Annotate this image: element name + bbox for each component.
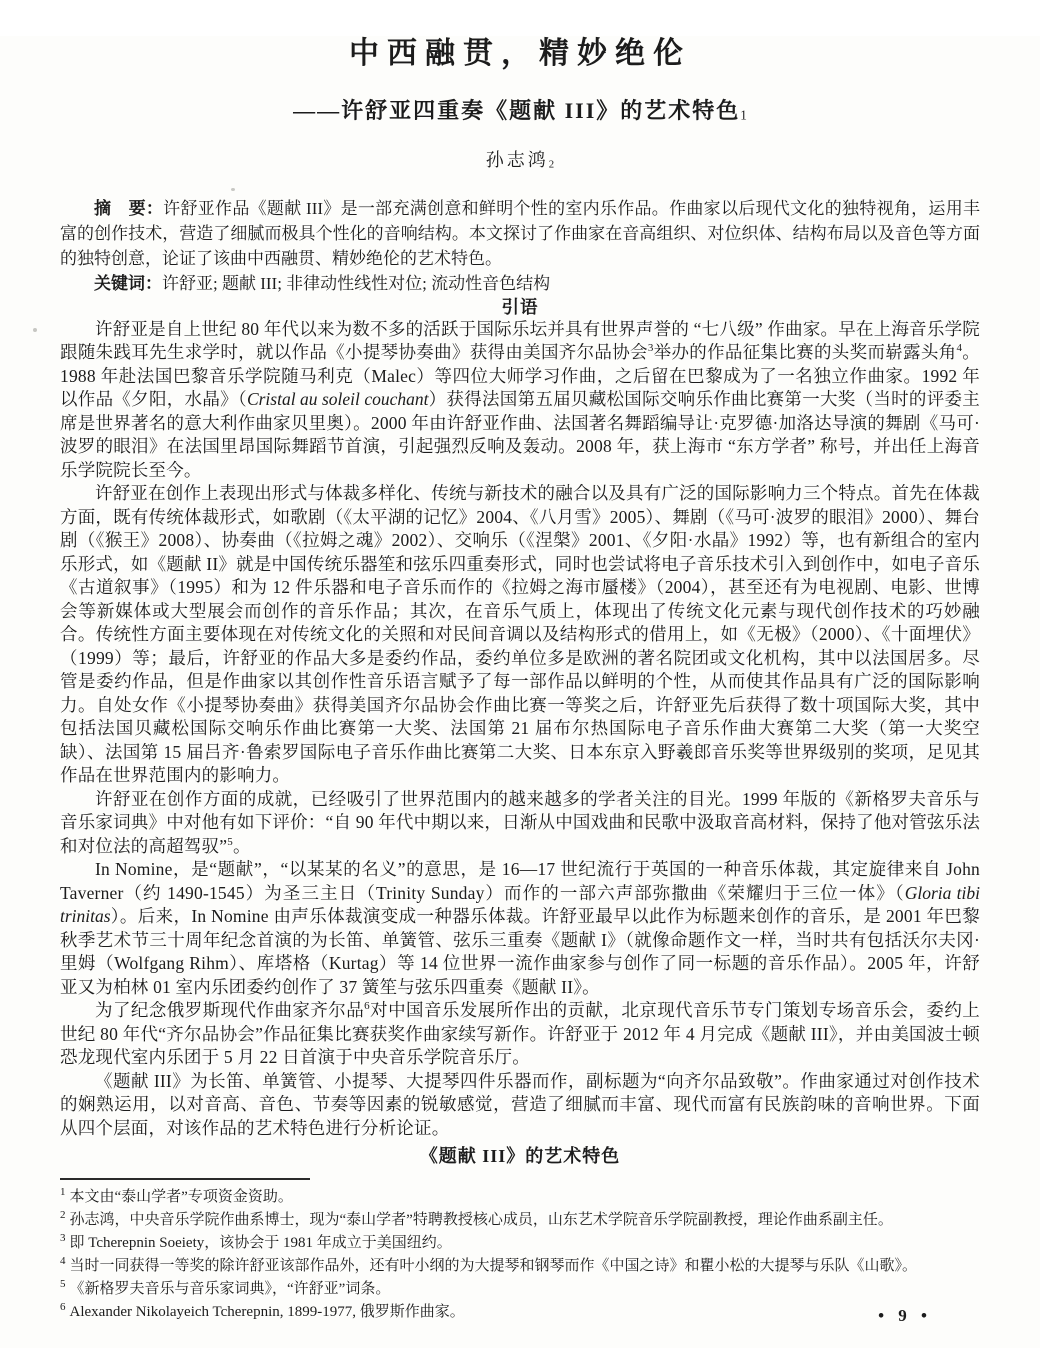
footnote-text: 《新格罗夫音乐与音乐家词典》，“许舒亚”词条。 xyxy=(69,1281,391,1298)
footnote-ref-5: 5 xyxy=(227,836,233,849)
abstract-paragraph xyxy=(60,196,980,271)
section-heading-features: 《题献 III》的艺术特色 xyxy=(419,1146,621,1167)
paper-subtitle xyxy=(60,97,980,130)
author-name: 孙志鸿 xyxy=(485,149,549,170)
scan-speck xyxy=(906,1036,909,1039)
intro-paragraph-6: 《题献 III》为长笛、单簧管、小提琴、大提琴四件乐器而作，副标题为“向齐尔品致敬”。作曲家通过对创作技术的娴熟运用，以对音高、音色、节奏等因素的锐敏感觉，营造了细腻而丰富、现代而富有民族韵味的音响世界。下面从四个层面，对该作品的艺术特色进行分析论证。 xyxy=(60,1070,980,1138)
footnote-text: 孙志鸿，中央音乐学院作曲系博士，现为“泰山学者”特聘教授核心成员，山东艺术学院音乐学院副教授，理论作曲系副主任。 xyxy=(69,1212,893,1229)
footnote-marker: 1 xyxy=(60,1186,66,1199)
footnote-6 xyxy=(60,1301,980,1324)
work-title-latin: Gloria tibi trinitas xyxy=(60,882,980,927)
footnote-2 xyxy=(60,1209,980,1232)
footnote-1 xyxy=(60,1186,980,1209)
footnote-text: 当时一同获得一等奖的除许舒亚该部作品外，还有叶小纲的为大提琴和钢琴而作《中国之诗》和瞿小松的大提琴与乐队《山歌》。 xyxy=(69,1258,918,1275)
footnote-ref-4: 4 xyxy=(956,342,963,355)
footnote-5 xyxy=(60,1278,980,1301)
keywords-label: 关键词： xyxy=(94,273,162,293)
footnote-text: 即 Tcherepnin Soeiety，该协会于 1981 年成立于美国纽约。 xyxy=(69,1235,452,1252)
abstract-label: 摘 要： xyxy=(94,198,164,218)
footnote-divider xyxy=(60,1178,310,1180)
footnote-marker: 2 xyxy=(60,1209,66,1222)
footnote-ref-1: 1 xyxy=(740,107,747,123)
footnote-ref-6: 6 xyxy=(364,1000,370,1013)
footnote-ref-2: 2 xyxy=(548,157,555,170)
footnote-3 xyxy=(60,1232,980,1255)
scanned-paper-page xyxy=(0,36,1040,1348)
abstract-text: 许舒亚作品《题献 III》是一部充满创意和鲜明个性的室内乐作品。作曲家以后现代文化的独特视角，运用丰富的创作技术，营造了细腻而极具个性化的音响结构。本文探讨了作曲家在音高组织、对位织体、结构布局以及音色等方面的独特创意，论证了该曲中西融贯、精妙绝伦的艺术特色。 xyxy=(60,198,981,268)
footnote-ref-3: 3 xyxy=(647,342,654,355)
footnote-marker: 5 xyxy=(60,1278,66,1291)
footnote-marker: 3 xyxy=(60,1232,66,1245)
keywords-text: 许舒亚; 题献 III; 非律动性线性对位; 流动性音色结构 xyxy=(162,273,551,293)
footnote-marker: 4 xyxy=(60,1255,66,1268)
page-number: • 9 • xyxy=(878,1306,932,1325)
intro-paragraph-2: 许舒亚在创作上表现出形式与体裁多样化、传统与新技术的融合以及具有广泛的国际影响力三个特点。首先在体裁方面，既有传统体裁形式，如歌剧（《太平湖的记忆》2004、《八月雪》2005）、舞剧（《马可·波罗的眼泪》2000）、舞台剧（《猴王》2008）、协奏曲（《拉姆之魂》2002）、交响乐（《涅槃》2001、《夕阳·水晶》1992）等，也有新组合的室内乐形式，如《题献 II》就是中国传统乐器笙和弦乐四重奏形式，同时也尝试将电子音乐技术引入到创作中，如电子音乐《古道叙事》（1995）和为 12 件乐器和电子音乐而作的《拉姆之海市蜃楼》（2004），甚至还有为电视剧、电影、世博会等新媒体或大型展会而创作的音乐作品；其次，在音乐气质上，体现出了传统文化元素与现代创作技术的巧妙融合。传统性方面主要体现在对传统文化的关照和对民间音调以及结构形式的借用上，如《无极》（2000）、《十面埋伏》（1999）等；最后，许舒亚的作品大多是委约作品，委约单位多是欧洲的著名院团或文化机构，其中以法国居多。尽管是委约作品，但是作曲家以其创作性音乐语言赋予了每一部作品以鲜明的个性，从而使其作品具有广泛的国际影响力。自处女作《小提琴协奏曲》获得美国齐尔品协会作曲比赛一等奖之后，许舒亚先后获得了数十项国际大奖，其中包括法国贝藏松国际交响乐作曲比赛第一大奖、法国第 21 届布尔热国际电子音乐作曲大赛第二大奖（第一大奖空缺）、法国第 15 届吕齐·鲁索罗国际电子音乐作曲比赛第二大奖、日本东京入野羲郎音乐奖等世界级别的奖项，足见其作品在世界范围内的影响力。 xyxy=(60,483,980,786)
abstract-block xyxy=(60,196,980,296)
intro-paragraph-5: 为了纪念俄罗斯现代作曲家齐尔品$^6$对中国音乐发展所作出的贡献，北京现代音乐节专门策划专场音乐会，委约上世纪 80 年代“齐尔品协会”作品征集比赛获奖作曲家续写新作。许舒亚于 2012 年 4 月完成《题献 III》，并由美国波士顿恐龙现代室内乐团于 5 月 22 日首演于中央音乐学院音乐厅。 xyxy=(60,1000,980,1068)
footnote-marker: 6 xyxy=(60,1301,66,1314)
keywords-line xyxy=(60,271,980,296)
scan-speck xyxy=(33,328,37,332)
footnote-text: Alexander Nikolayeich Tcherepnin, 1899-1977, 俄罗斯作曲家。 xyxy=(69,1304,465,1321)
subtitle-text: ——许舒亚四重奏《题献 III》的艺术特色 xyxy=(293,98,741,123)
scan-speck xyxy=(231,188,235,191)
work-title-french: Cristal au soleil couchant xyxy=(246,389,429,410)
intro-paragraph-1: 许舒亚是自上世纪 80 年代以来为数不多的活跃于国际乐坛并具有世界声誉的 “七八级” 作曲家。早在上海音乐学院跟随朱践耳先生求学时，就以作品《小提琴协奏曲》获得由美国齐尔品协会$^3$举办的作品征集比赛的头奖而崭露头角$^4$。1988 年赴法国巴黎音乐学院随马利克（Malec）等四位大师学习作曲，之后留在巴黎成为了一名独立作曲家。1992 年以作品《夕阳，水晶》（Cristal au soleil couchant）获得法国第五届贝藏松国际交响乐作曲比赛第一大奖（当时的评委主席是世界著名的意大利作曲家贝里奥）。2000 年由许舒亚作曲、法国著名舞蹈编导让·克罗德·加洛达导演的舞剧《马可·波罗的眼泪》在法国里昂国际舞蹈节首演，引起强烈反响及轰动。2008 年，获上海市 “东方学者” 称号，并出任上海音乐学院院长至今。 xyxy=(60,318,980,480)
footnote-text: 本文由“泰山学者”专项资金资助。 xyxy=(69,1189,293,1206)
section-heading-intro: 引语 xyxy=(501,296,539,317)
intro-paragraph-3: 许舒亚在创作方面的成就，已经吸引了世界范围内的越来越多的学者关注的目光。1999 年版的《新格罗夫音乐与音乐家词典》中对他有如下评价：“自 90 年代中期以来，日渐从中国戏曲和民歌中汲取音高材料，保持了他对管弦乐法和对位法的高超驾驭”$^5$。 xyxy=(60,788,981,856)
footnotes-block xyxy=(60,1186,980,1324)
paper-title: 中西融贯，精妙绝伦 xyxy=(349,37,691,70)
author-line xyxy=(60,148,980,176)
footnote-4 xyxy=(60,1255,980,1278)
intro-paragraph-4: In Nomine，是“题献”，“以某某的名义”的意思，是 16—17 世纪流行于英国的一种音乐体裁，其定旋律来自 John Taverner（约 1490-1545）为圣三主日（Trinity Sunday）而作的一部六声部弥撒曲《荣耀归于三位一体》（Gloria tibi trinitas）。后来，In Nomine 由声乐体裁演变成一种器乐体裁。许舒亚最早以此作为标题来创作的音乐，是 2001 年巴黎秋季艺术节三十周年纪念首演的为长笛、单簧管、弦乐三重奏《题献 I》（就像命题作文一样，当时共有包括沃尔夫冈·里姆（Wolfgang Rihm）、库塔格（Kurtag）等 14 位世界一流作曲家参与创作了同一标题的音乐作品）。2005 年，许舒亚又为柏林 01 室内乐团委约创作了 37 簧笙与弦乐四重奏《题献 II》。 xyxy=(60,859,980,997)
